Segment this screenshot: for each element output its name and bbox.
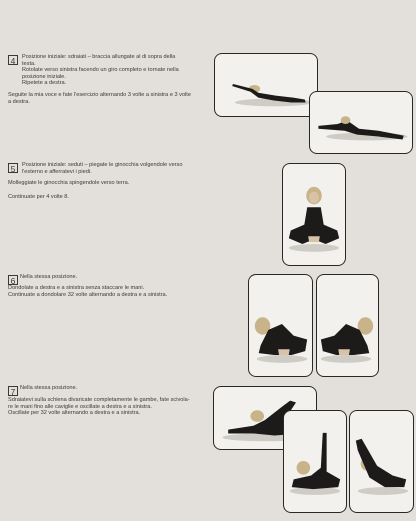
text-line: Sdraiatevi sulla schiena divaricate completamente le gambe, fate scivola- <box>8 397 190 403</box>
legs-up-figure-illustration <box>284 411 346 512</box>
text-line: Ripetete a destra. <box>22 80 67 87</box>
text-line: l'esterno e afferratevi i piedi. <box>22 168 92 175</box>
text-line: Oscillate per 32 volte alternando a destra e a sinistra. <box>8 410 141 417</box>
exercise-5-instructions <box>22 162 182 175</box>
lying-figure-illustration <box>215 54 317 116</box>
photo-exercise-7-legs-up <box>283 410 347 513</box>
exercise-number-7: 7 <box>8 386 18 396</box>
exercise-7-note <box>8 397 190 417</box>
text-line: Posizione iniziale: seduti – piegate le ginocchia volgendole verso <box>22 162 183 168</box>
photo-exercise-5-seated <box>282 163 346 266</box>
photo-exercise-6-rock-left <box>248 274 313 377</box>
exercise-5-extra: Molleggiate le ginocchia spingendole verso terra. <box>8 180 130 186</box>
exercise-7-instructions: Nella stessa posizione. <box>20 385 78 391</box>
photo-exercise-6-rock-right <box>316 274 379 377</box>
exercise-number-6: 6 <box>8 275 18 285</box>
text-line: Dondolate a destra e a sinistra senza staccare le mani. <box>8 285 145 291</box>
photo-exercise-7-stretch <box>349 410 414 513</box>
text-line: Seguite la mia voce e fate l'esercizio alternando 3 volte a sinistra e 3 volte <box>8 92 191 98</box>
exercise-5-note: Continuate per 4 volte 8. <box>8 194 69 200</box>
photo-exercise-4-rolling <box>309 91 413 154</box>
text-line: a destra. <box>8 98 30 105</box>
text-line: Continuate a dondolare 32 volte alternando a destra e a sinistra. <box>8 291 168 298</box>
seated-figure-illustration <box>283 164 345 265</box>
text-line: Posizione iniziale: sdraiati – braccia allungate al di sopra della <box>22 54 176 60</box>
photo-exercise-4-lying <box>214 53 318 117</box>
exercise-number-4: 4 <box>8 55 18 65</box>
exercise-6-instructions: Nella stessa posizione. <box>20 274 78 280</box>
rolling-figure-illustration <box>310 92 412 153</box>
text-line: testa. <box>22 60 36 67</box>
exercise-number-5: 5 <box>8 163 18 173</box>
exercise-6-note <box>8 285 167 298</box>
rocking-figure-left-illustration <box>249 275 312 376</box>
rocking-figure-right-illustration <box>317 275 378 376</box>
stretch-figure-illustration <box>350 411 413 512</box>
exercise-4-note <box>8 92 191 105</box>
text-line: re le mani fino alle caviglie e oscillate a destra e a sinistra. <box>8 403 152 410</box>
text-line: Rotolate verso sinistra facendo un giro completo e tornate nella <box>22 67 179 74</box>
exercise-4-instructions <box>22 54 179 87</box>
text-line: posizione iniziale. <box>22 73 66 80</box>
